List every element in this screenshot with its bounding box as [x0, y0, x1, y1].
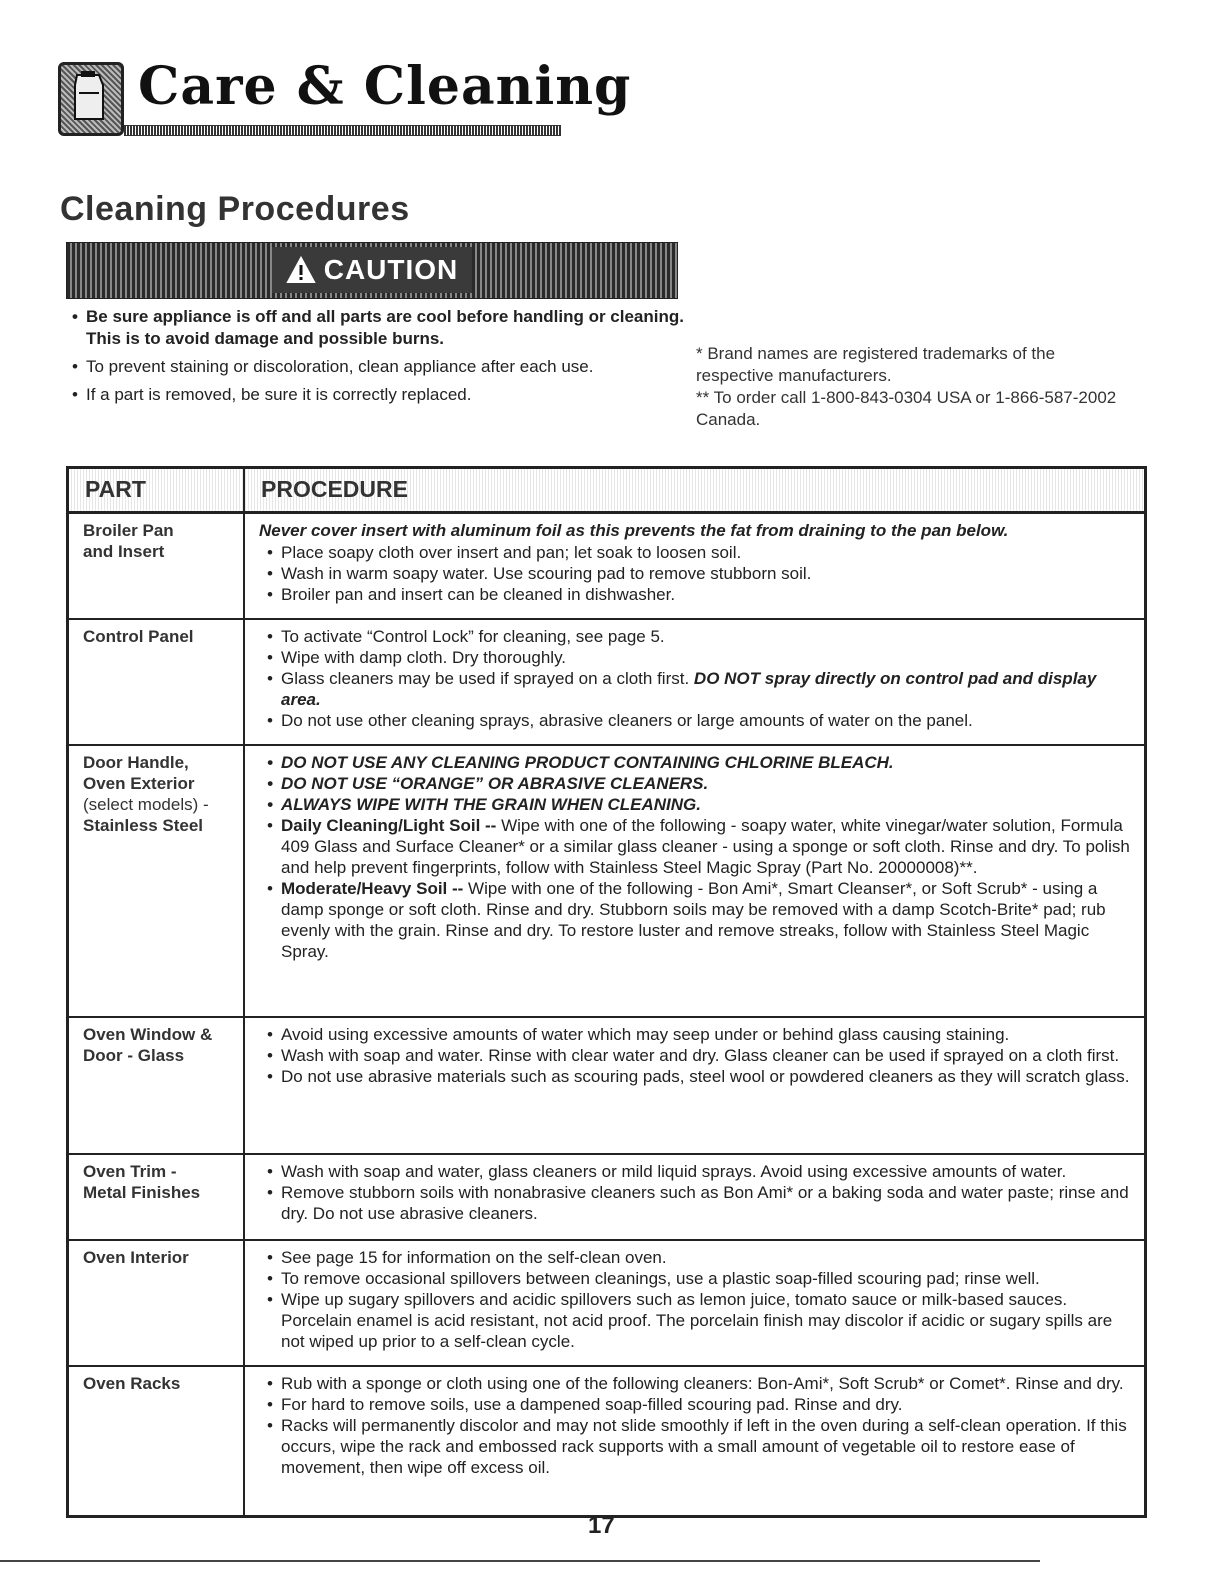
procedure-item: • To remove occasional spillovers between cleanings, use a plastic soap-filled scouring pad; rinse well. [259, 1268, 1134, 1289]
part-name: Door - Glass [83, 1046, 185, 1065]
procedure-item: • See page 15 for information on the self-clean oven. [259, 1247, 1134, 1268]
table-row [69, 1018, 1144, 1155]
part-cell [69, 1018, 245, 1153]
part-note: (select models) - [83, 795, 209, 814]
part-name: Door Handle, [83, 753, 189, 772]
part-cell [69, 1155, 245, 1239]
header-rule [124, 125, 561, 136]
warning-icon [286, 256, 316, 284]
procedure-warning: • DO NOT USE ANY CLEANING PRODUCT CONTAINING CHLORINE BLEACH. [259, 752, 1134, 773]
procedure-warning: DO NOT spray directly on control pad and display area. [281, 669, 1097, 709]
note-order: ** To order call 1-800-843-0304 USA or 1-866-587-2002 Canada. [696, 388, 1117, 429]
part-name: Oven Interior [83, 1248, 189, 1267]
part-name: Oven Window & [83, 1025, 213, 1044]
cleaning-icon [58, 62, 124, 136]
part-name: Metal Finishes [83, 1183, 201, 1202]
procedure-text: Wipe with one of the following - soapy water, white vinegar/water solution, Formula 409 Glass and Surface Cleaner* or a similar glass cleaner - using a sponge or soft cloth. Rinse and dry. To polish and help prevent fingerprints, follow with Stainless Steel Magic Spray (Part No. 20000008)**. [281, 816, 1130, 877]
procedure-item: • Wipe with damp cloth. Dry thoroughly. [259, 647, 1134, 668]
header-title: Care & Cleaning [138, 56, 632, 117]
caution-label [272, 247, 472, 293]
procedure-item: • To activate “Control Lock” for cleaning, see page 5. [259, 626, 1134, 647]
procedure-cell [245, 514, 1144, 618]
table-row [69, 620, 1144, 746]
procedure-item: • Wipe up sugary spillovers and acidic spillovers such as lemon juice, tomato sauce or milk-based sauces. Porcelain enamel is acid resistant, not acid proof. The porcelain finish may discolor if acidic or sugary spills are not wiped up prior to a self-clean cycle. [259, 1289, 1134, 1352]
procedure-item: • Broiler pan and insert can be cleaned in dishwasher. [259, 584, 1134, 605]
part-name: Oven Trim - [83, 1162, 177, 1181]
part-cell [69, 1367, 245, 1515]
procedure-item [259, 815, 1134, 878]
procedure-cell [245, 1155, 1144, 1239]
procedure-text: Wipe with one of the following - Bon Ami*, Smart Cleanser*, or Soft Scrub* - using a damp sponge or soft cloth. Rinse and dry. Stubborn soils may be removed with a damp Scotch-Brite* pad; rub evenly with the grain. Rinse and dry. To restore luster and remove streaks, follow with Stainless Steel Magic Spray. [281, 879, 1106, 961]
procedure-item: • Place soapy cloth over insert and pan; let soak to loosen soil. [259, 542, 1134, 563]
caution-banner [66, 242, 678, 299]
col-procedure-header: PROCEDURE [261, 476, 408, 502]
procedure-subhead: Moderate/Heavy Soil -- [281, 879, 464, 898]
page-number: 17 [588, 1512, 615, 1539]
caution-item: • Be sure appliance is off and all parts are cool before handling or cleaning. This is to avoid damage and possible burns. [66, 306, 686, 350]
procedure-warning: Never cover insert with aluminum foil as this prevents the fat from draining to the pan below. [259, 521, 1009, 540]
procedure-cell [245, 1367, 1144, 1515]
procedure-subhead: Daily Cleaning/Light Soil -- [281, 816, 497, 835]
procedure-item [259, 668, 1134, 710]
page-header [58, 56, 632, 142]
procedures-table [66, 466, 1147, 1518]
part-cell [69, 514, 245, 618]
caution-item: • If a part is removed, be sure it is correctly replaced. [66, 384, 686, 406]
note-trademarks: * Brand names are registered trademarks of the respective manufacturers. [696, 344, 1056, 385]
procedure-item: • Wash with soap and water. Rinse with clear water and dry. Glass cleaner can be used if sprayed on a cloth first. [259, 1045, 1134, 1066]
procedure-item: • Wash in warm soapy water. Use scouring pad to remove stubborn soil. [259, 563, 1134, 584]
procedure-item: • Remove stubborn soils with nonabrasive cleaners such as Bon Ami* or a baking soda and water paste; rinse and dry. Do not use abrasive cleaners. [259, 1182, 1134, 1224]
bottom-rule [0, 1560, 1040, 1562]
procedure-item: • Avoid using excessive amounts of water which may seep under or behind glass causing staining. [259, 1024, 1134, 1045]
part-name: Oven Racks [83, 1374, 181, 1393]
procedure-cell [245, 1018, 1144, 1153]
part-cell [69, 1241, 245, 1365]
procedure-warning: • ALWAYS WIPE WITH THE GRAIN WHEN CLEANING. [259, 794, 1134, 815]
part-cell [69, 746, 245, 1016]
table-header [69, 469, 1144, 514]
table-row [69, 514, 1144, 620]
procedure-item: • Do not use other cleaning sprays, abrasive cleaners or large amounts of water on the panel. [259, 710, 1134, 731]
part-name: Stainless Steel [83, 816, 204, 835]
table-row [69, 1241, 1144, 1367]
trademark-notes [696, 343, 1126, 431]
part-cell [69, 620, 245, 744]
procedure-cell [245, 746, 1144, 1016]
procedure-item: • For hard to remove soils, use a dampened soap-filled scouring pad. Rinse and dry. [259, 1394, 1134, 1415]
section-title: Cleaning Procedures [60, 190, 410, 228]
procedure-warning: • DO NOT USE “ORANGE” OR ABRASIVE CLEANERS. [259, 773, 1134, 794]
procedure-item: • Do not use abrasive materials such as scouring pads, steel wool or powdered cleaners as they will scratch glass. [259, 1066, 1134, 1087]
part-name: and Insert [83, 542, 165, 561]
caution-item: • To prevent staining or discoloration, clean appliance after each use. [66, 356, 686, 378]
part-name: Broiler Pan [83, 521, 174, 540]
part-name: Oven Exterior [83, 774, 195, 793]
table-row [69, 1367, 1144, 1515]
procedure-item: • Racks will permanently discolor and may not slide smoothly if left in the oven during a self-clean operation. If this occurs, wipe the rack and embossed rack supports with a small amount of vegetable oil to restore ease of movement, then wipe off excess oil. [259, 1415, 1134, 1478]
procedure-cell [245, 1241, 1144, 1365]
procedure-item [259, 878, 1134, 962]
table-row [69, 1155, 1144, 1241]
part-name: Control Panel [83, 627, 194, 646]
procedure-item: • Rub with a sponge or cloth using one of the following cleaners: Bon-Ami*, Soft Scrub* or Comet*. Rinse and dry. [259, 1373, 1134, 1394]
caution-text: CAUTION [323, 254, 459, 285]
procedure-item: • Wash with soap and water, glass cleaners or mild liquid sprays. Avoid using excessive amounts of water. [259, 1161, 1134, 1182]
procedure-text: Glass cleaners may be used if sprayed on a cloth first. [281, 669, 694, 688]
col-part-header: PART [69, 469, 245, 511]
procedure-cell [245, 620, 1144, 744]
caution-list [66, 306, 686, 412]
table-row [69, 746, 1144, 1018]
